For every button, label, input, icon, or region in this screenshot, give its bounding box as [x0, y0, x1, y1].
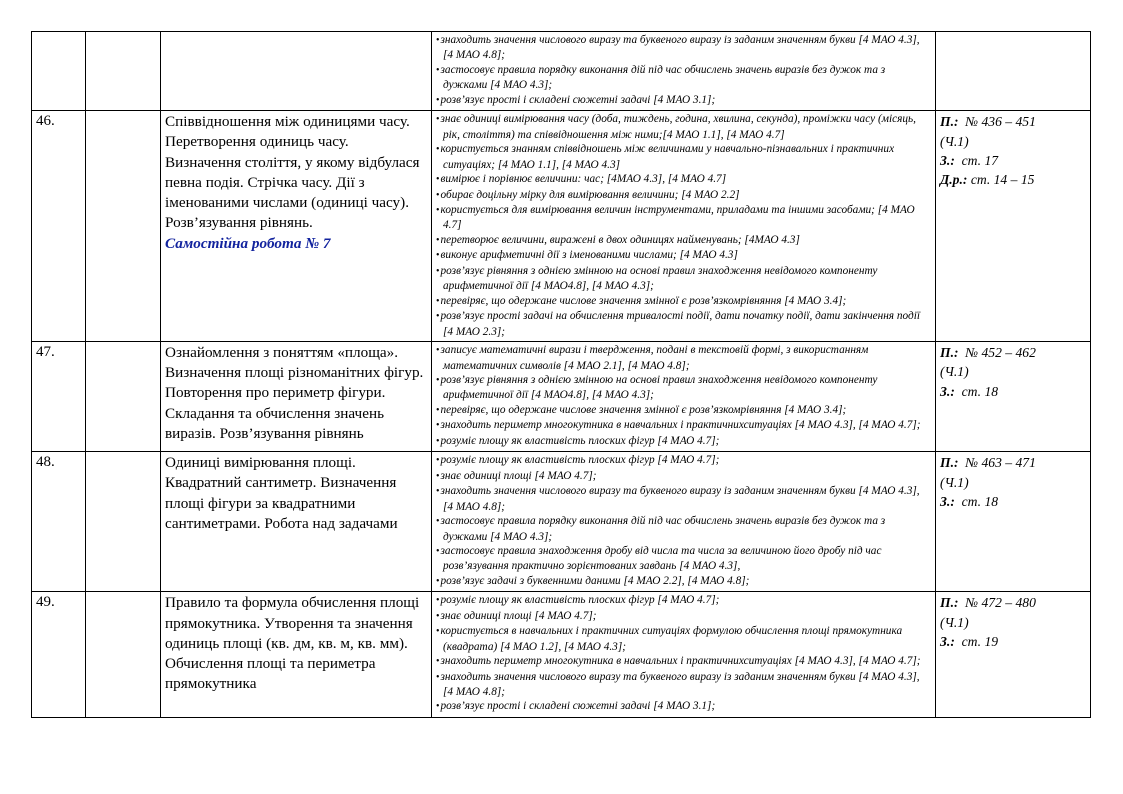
outcome-item: • обирає доцільну мірку для вимірювання величини; [4 МАО 2.2] — [436, 188, 932, 203]
homework-line — [940, 492, 1087, 511]
outcome-item: • застосовує правила знаходження дробу від числа та числа за величиною його дробу під час розв’язування практично зорієнтованих завдань [4 МАО 4.3], — [436, 544, 932, 574]
outcomes-list — [436, 33, 932, 108]
homework-line — [940, 473, 1087, 492]
date-cell — [86, 342, 161, 452]
outcomes-list — [436, 593, 932, 715]
date-cell — [86, 592, 161, 718]
outcome-item: • розуміє площу як властивість плоских фігур [4 МАО 4.7]; — [436, 434, 932, 449]
homework-cell — [936, 452, 1091, 592]
learning-outcomes-cell — [432, 32, 936, 111]
homework-key: П.: — [940, 455, 959, 471]
outcome-item: • розв’язує прості і складені сюжетні задачі [4 МАО 3.1]; — [436, 93, 932, 108]
homework-key: З.: — [940, 153, 955, 169]
homework-value: № 452 – 462 — [958, 345, 1036, 361]
row-number-cell: 48. — [32, 452, 86, 592]
outcome-item: • розуміє площу як властивість плоских фігур [4 МАО 4.7]; — [436, 453, 932, 468]
table-row — [32, 342, 1091, 452]
outcome-item: • перетворює величини, виражені в двох одиницях найменувань; [4МАО 4.3] — [436, 233, 932, 248]
homework-value: ст. 18 — [954, 383, 999, 399]
homework-value: № 463 – 471 — [958, 455, 1036, 471]
date-cell — [86, 452, 161, 592]
outcome-item: • виконує арифметичні дії з іменованими числами; [4 МАО 4.3] — [436, 248, 932, 263]
homework-line — [940, 343, 1087, 362]
learning-outcomes-cell — [432, 452, 936, 592]
outcome-item: • знаходить значення числового виразу та буквеного виразу із заданим значенням букви [4 МАО 4.3], [4 МАО 4.8]; — [436, 33, 932, 63]
outcome-item: • розв’язує рівняння з однією змінною на основі правил знаходження невідомого компоненту арифметичної дії [4 МАО4.8], [4 МАО 4.3]; — [436, 264, 932, 294]
topic-cell — [161, 342, 432, 452]
learning-outcomes-cell — [432, 342, 936, 452]
outcome-item: • знає одиниці площі [4 МАО 4.7]; — [436, 469, 932, 484]
outcomes-list — [436, 453, 932, 589]
homework-value: (Ч.1) — [940, 364, 969, 380]
row-number-cell — [32, 32, 86, 111]
homework-key: З.: — [940, 634, 955, 650]
independent-work-note: Самостійна робота № 7 — [165, 235, 331, 253]
homework-cell — [936, 342, 1091, 452]
outcome-item: • записує математичні вирази і твердження, подані в текстовій формі, з використанням математичних символів [4 МАО 2.1], [4 МАО 4.8]; — [436, 343, 932, 373]
outcome-item: • знаходить периметр многокутника в навчальних і практичнихситуаціях [4 МАО 4.3], [4 МАО 4.7]; — [436, 418, 932, 433]
table-row — [32, 452, 1091, 592]
topic-text: Ознайомлення з поняттям «площа». Визначення площі різноманітних фігур. Повторення про периметр фігури. Складання та обчислення значень виразів. Розв’язування рівнянь — [165, 344, 428, 442]
outcome-item: • користується знанням співвідношень між величинами у навчально-пізнавальних і практичних ситуаціях; [4 МАО 1.1], [4 МАО 4.3] — [436, 142, 932, 172]
homework-line — [940, 151, 1087, 170]
outcome-item: • знаходить периметр многокутника в навчальних і практичнихситуаціях [4 МАО 4.3], [4 МАО 4.7]; — [436, 654, 932, 669]
homework-value: ст. 19 — [954, 634, 999, 650]
outcome-item: • розуміє площу як властивість плоских фігур [4 МАО 4.7]; — [436, 593, 932, 608]
homework-value: ст. 17 — [954, 153, 999, 169]
homework-key: П.: — [940, 595, 959, 611]
homework-key: П.: — [940, 114, 959, 130]
homework-key: З.: — [940, 494, 955, 510]
homework-key: П.: — [940, 345, 959, 361]
learning-outcomes-cell — [432, 592, 936, 718]
topic-cell — [161, 592, 432, 718]
homework-value: (Ч.1) — [940, 614, 969, 630]
outcome-item: • розв’язує задачі з буквенними даними [4 МАО 2.2], [4 МАО 4.8]; — [436, 574, 932, 589]
outcome-item: • застосовує правила порядку виконання дій під час обчислень значень виразів без дужок та з дужками [4 МАО 4.3]; — [436, 63, 932, 93]
homework-line — [940, 632, 1087, 651]
homework-value: ст. 14 – 15 — [967, 172, 1035, 188]
outcome-item: • вимірює і порівнює величини: час; [4МАО 4.3], [4 МАО 4.7] — [436, 172, 932, 187]
outcome-item: • знаходить значення числового виразу та буквеного виразу із заданим значенням букви [4 МАО 4.3], [4 МАО 4.8]; — [436, 670, 932, 700]
outcomes-list — [436, 343, 932, 449]
homework-key: Д.р.: — [940, 172, 968, 188]
topic-cell — [161, 452, 432, 592]
row-number-cell: 47. — [32, 342, 86, 452]
homework-cell — [936, 111, 1091, 342]
outcomes-list — [436, 112, 932, 339]
homework-line — [940, 112, 1087, 131]
homework-cell — [936, 32, 1091, 111]
homework-line — [940, 132, 1087, 151]
lesson-plan-table — [31, 31, 1091, 718]
row-number-cell: 49. — [32, 592, 86, 718]
homework-line — [940, 362, 1087, 381]
outcome-item: • застосовує правила порядку виконання дій під час обчислень значень виразів без дужок та з дужками [4 МАО 4.3]; — [436, 514, 932, 544]
homework-value: (Ч.1) — [940, 474, 969, 490]
outcome-item: • знає одиниці площі [4 МАО 4.7]; — [436, 609, 932, 624]
homework-value: ст. 18 — [954, 494, 999, 510]
outcome-item: • користується для вимірювання величин інструментами, приладами та іншими засобами; [4 МАО 4.7] — [436, 203, 932, 233]
learning-outcomes-cell — [432, 111, 936, 342]
homework-line — [940, 613, 1087, 632]
homework-value: № 436 – 451 — [958, 114, 1036, 130]
row-number-cell: 46. — [32, 111, 86, 342]
homework-line — [940, 593, 1087, 612]
homework-line — [940, 170, 1087, 189]
date-cell — [86, 32, 161, 111]
outcome-item: • користується в навчальних і практичних ситуаціях формулою обчислення площі прямокутника (квадрата) [4 МАО 1.2], [4 МАО 4.3]; — [436, 624, 932, 654]
outcome-item: • розв’язує прості задачі на обчислення тривалості події, дати початку події, дати закінчення події [4 МАО 2.3]; — [436, 309, 932, 339]
homework-cell — [936, 592, 1091, 718]
table-row — [32, 32, 1091, 111]
table-row — [32, 592, 1091, 718]
topic-cell — [161, 32, 432, 111]
homework-line — [940, 382, 1087, 401]
outcome-item: • перевіряє, що одержане числове значення змінної є розв’язкомрівняння [4 МАО 3.4]; — [436, 294, 932, 309]
topic-cell — [161, 111, 432, 342]
table-row — [32, 111, 1091, 342]
topic-text: Правило та формула обчислення площі прямокутника. Утворення та значення одиниць площі (кв. дм, кв. м, кв. мм). Обчислення площі та периметра прямокутника — [165, 594, 424, 693]
homework-line — [940, 453, 1087, 472]
table-body — [32, 32, 1091, 718]
outcome-item: • знає одиниці вимірювання часу (доба, тиждень, година, хвилина, секунда), проміжки часу (місяць, рік, століття) та співвідношення між ними;[4 МАО 1.1], [4 МАО 4.7] — [436, 112, 932, 142]
outcome-item: • розв’язує рівняння з однією змінною на основі правил знаходження невідомого компоненту арифметичної дії [4 МАО4.8], [4 МАО 4.3]; — [436, 373, 932, 403]
homework-value: № 472 – 480 — [958, 595, 1036, 611]
homework-value: (Ч.1) — [940, 133, 969, 149]
topic-text: Співвідношення між одиницями часу. Перетворення одиниць часу. Визначення століття, у якому відбулася певна подія. Стрічка часу. Дії з іменованими числами (одиниці часу). Розв’язування рівнянь. — [165, 113, 424, 232]
outcome-item: • розв’язує прості і складені сюжетні задачі [4 МАО 3.1]; — [436, 699, 932, 714]
topic-text: Одиниці вимірювання площі. Квадратний сантиметр. Визначення площі фігури за квадратними сантиметрами. Робота над задачами — [165, 454, 401, 532]
outcome-item: • знаходить значення числового виразу та буквеного виразу із заданим значенням букви [4 МАО 4.3], [4 МАО 4.8]; — [436, 484, 932, 514]
date-cell — [86, 111, 161, 342]
outcome-item: • перевіряє, що одержане числове значення змінної є розв’язкомрівняння [4 МАО 3.4]; — [436, 403, 932, 418]
homework-key: З.: — [940, 383, 955, 399]
